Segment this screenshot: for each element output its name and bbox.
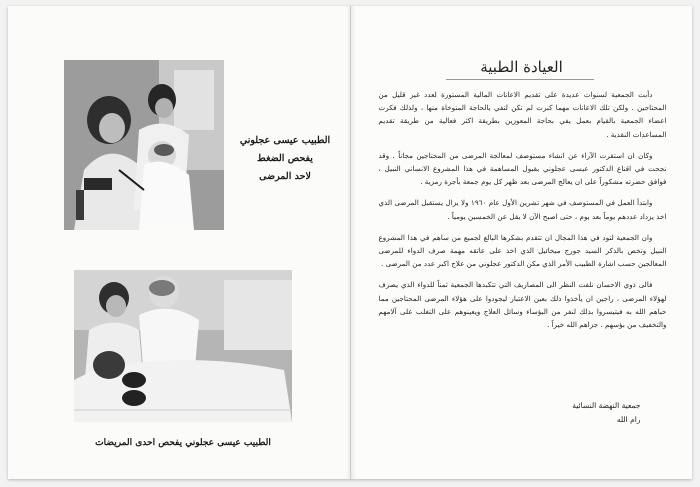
signature-city: رام الله bbox=[616, 415, 641, 424]
photo-bottom-image bbox=[74, 270, 292, 422]
right-page bbox=[351, 6, 693, 479]
signature bbox=[491, 399, 641, 427]
page-title: العيادة الطبية bbox=[480, 58, 563, 76]
signature-organization: جمعية النهضة النسائية bbox=[572, 401, 641, 410]
photo-doctor-examining-patient bbox=[74, 270, 292, 422]
paragraph: وان الجمعية لتود في هذا المجال ان تتقدم بشكرها البالغ لجميع من ساهم في هذا المشروع النبيل وتخص بالذكر السيد جورج ميخائيل الذي اخذ على عاتقه مهمة صرف الدواء للمرضى المعالجين حسب اشارة الطبيب الأمر الذي مكن الدكتور عجلوني من علاج اكبر عدد من المرضى . bbox=[378, 232, 667, 269]
photo-top-caption-line: لاحد المرضى bbox=[259, 171, 311, 182]
photo-doctor-checking-blood-pressure bbox=[64, 60, 224, 230]
photo-top-caption bbox=[230, 132, 340, 186]
photo-bottom-caption: الطبيب عيسى عجلوني يفحص احدى المريضات bbox=[95, 438, 271, 448]
photo-top-image bbox=[64, 60, 224, 230]
booklet-spread bbox=[8, 6, 692, 479]
photo-top-caption-line: الطبيب عيسى عجلوني bbox=[239, 135, 331, 146]
left-page bbox=[8, 6, 351, 479]
paragraph: وكان ان استقرت الآراء عن انشاء مستوصف لمعالجة المرضى من المحتاجين مجاناً . وقد نجحت في اقناع الدكتور عيسى عجلوني بقبول المساهمة في هذا المشروع الانساني النبيل ، فوافق حضرته مشكوراً على ان يعالج المرضى بعد ظهر كل يوم جمعة بأجرة رمزية . bbox=[378, 150, 667, 187]
paragraph: دأبت الجمعية لسنوات عديدة على تقديم الاعانات المالية المستورة لعدد غير قليل من المحتاجين . ولكن تلك الاعانات مهما كبرت لم تكن لتفي بالحاجة المتوخاة منها ، ولذلك فكرت اعضاء الجمعية بالقيام بعمل يفي بحاجة المعوزين بطريقة اكثر فعالية من طريقة تقديم المساعدات النقدية . bbox=[378, 90, 667, 139]
paragraph: وابتدأ العمل في المستوصف في شهر تشرين الأول عام ١٩٦٠ ولا يزال يستقبل المرضى الذي اخذ يزداد عددهم يوماً بعد يوم ، حتى اصبح الآن لا يقل عن الخمسين يومياً . bbox=[378, 198, 667, 221]
title-underline bbox=[446, 79, 594, 80]
photo-top-caption-line: يفحص الضغط bbox=[257, 153, 313, 164]
paragraph: فالى ذوي الاحسان نلفت النظر الى المصاريف التي تتكبدها الجمعية ثمناً للدواء الذي يصرف لهؤلاء المرضى ، راجين ان يأخذوا ذلك بعين الاعتبار ليجودوا على هؤلاء المرضى المحتاجين مما حباهم الله به فيتيسروا بذلك لنفر من البؤساء وسائل العلاج ويعينوهم على التغلب على آلامهم والتخفيف من بؤسهم . جزاهم الله خيراً . bbox=[378, 280, 667, 330]
article-body bbox=[379, 88, 667, 339]
